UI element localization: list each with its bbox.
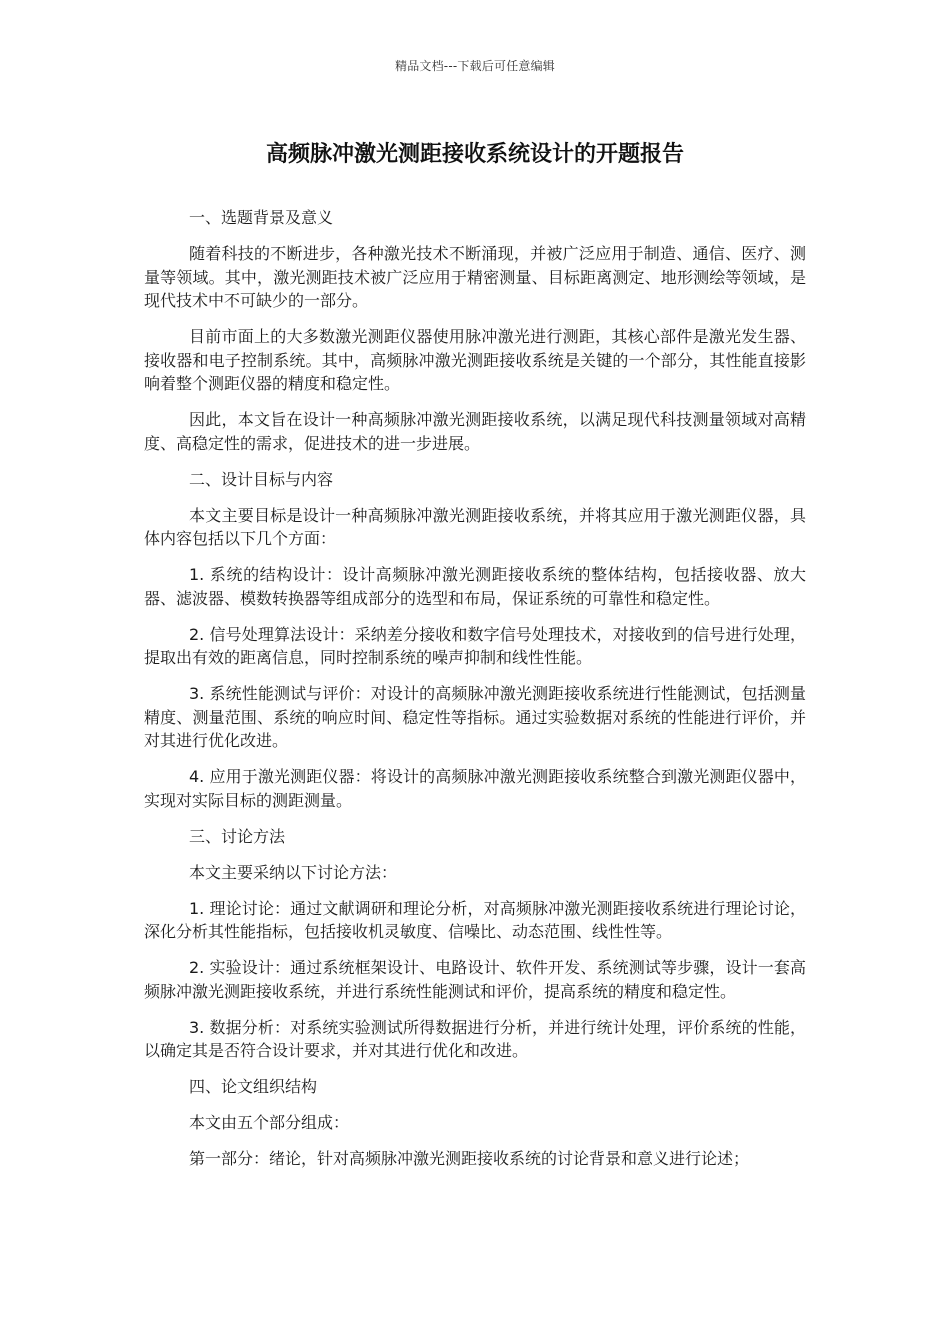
section-heading-background: 一、选题背景及意义 (189, 208, 334, 227)
paragraph: 本文由五个部分组成： (189, 1113, 350, 1132)
document-body (144, 206, 806, 1183)
paragraph: 本文主要目标是设计一种高频脉冲激光测距接收系统，并将其应用于激光测距仪器，具体内容包括以下几个方面： (144, 505, 806, 548)
list-item: 2. 实验设计：通过系统框架设计、电路设计、软件开发、系统测试等步骤，设计一套高频脉冲激光测距接收系统，并进行系统性能测试和评价，提高系统的精度和稳定性。 (144, 958, 806, 1001)
list-item: 2. 信号处理算法设计：采纳差分接收和数字信号处理技术，对接收到的信号进行处理，提取出有效的距离信息，同时控制系统的噪声抑制和线性性能。 (144, 624, 806, 667)
paragraph: 因此，本文旨在设计一种高频脉冲激光测距接收系统，以满足现代科技测量领域对高精度、高稳定性的需求，促进技术的进一步进展。 (144, 410, 806, 453)
paragraph: 随着科技的不断进步，各种激光技术不断涌现，并被广泛应用于制造、通信、医疗、测量等领域。其中，激光测距技术被广泛应用于精密测量、目标距离测定、地形测绘等领域，是现代技术中不可缺少的一部分。 (144, 244, 806, 310)
paragraph: 第一部分：绪论，针对高频脉冲激光测距接收系统的讨论背景和意义进行论述； (189, 1149, 750, 1168)
section-heading-goals: 二、设计目标与内容 (189, 469, 334, 489)
section-heading-methods: 三、讨论方法 (189, 826, 286, 846)
document-title: 高频脉冲激光测距接收系统设计的开题报告 (265, 142, 684, 167)
paragraph: 本文主要采纳以下讨论方法： (189, 862, 398, 882)
list-item: 3. 系统性能测试与评价：对设计的高频脉冲激光测距接收系统进行性能测试，包括测量精度、测量范围、系统的响应时间、稳定性等指标。通过实验数据对系统的性能进行评价，并对其进行优化改进。 (144, 684, 806, 750)
section-heading-structure: 四、论文组织结构 (189, 1077, 318, 1096)
paragraph: 目前市面上的大多数激光测距仪器使用脉冲激光进行测距，其核心部件是激光发生器、接收器和电子控制系统。其中，高频脉冲激光测距接收系统是关键的一个部分，其性能直接影响着整个测距仪器的精度和稳定性。 (144, 327, 806, 393)
list-item: 1. 理论讨论：通过文献调研和理论分析，对高频脉冲激光测距接收系统进行理论讨论，深化分析其性能指标，包括接收机灵敏度、信噪比、动态范围、线性性等。 (144, 898, 806, 941)
list-item: 3. 数据分析：对系统实验测试所得数据进行分析，并进行统计处理，评价系统的性能，以确定其是否符合设计要求，并对其进行优化和改进。 (144, 1017, 806, 1060)
list-item: 1. 系统的结构设计：设计高频脉冲激光测距接收系统的整体结构，包括接收器、放大器、滤波器、模数转换器等组成部分的选型和布局，保证系统的可靠性和稳定性。 (144, 565, 806, 608)
header-note: 精品文档---下载后可任意编辑 (395, 59, 555, 73)
list-item: 4. 应用于激光测距仪器：将设计的高频脉冲激光测距接收系统整合到激光测距仪器中，实现对实际目标的测距测量。 (144, 767, 806, 810)
